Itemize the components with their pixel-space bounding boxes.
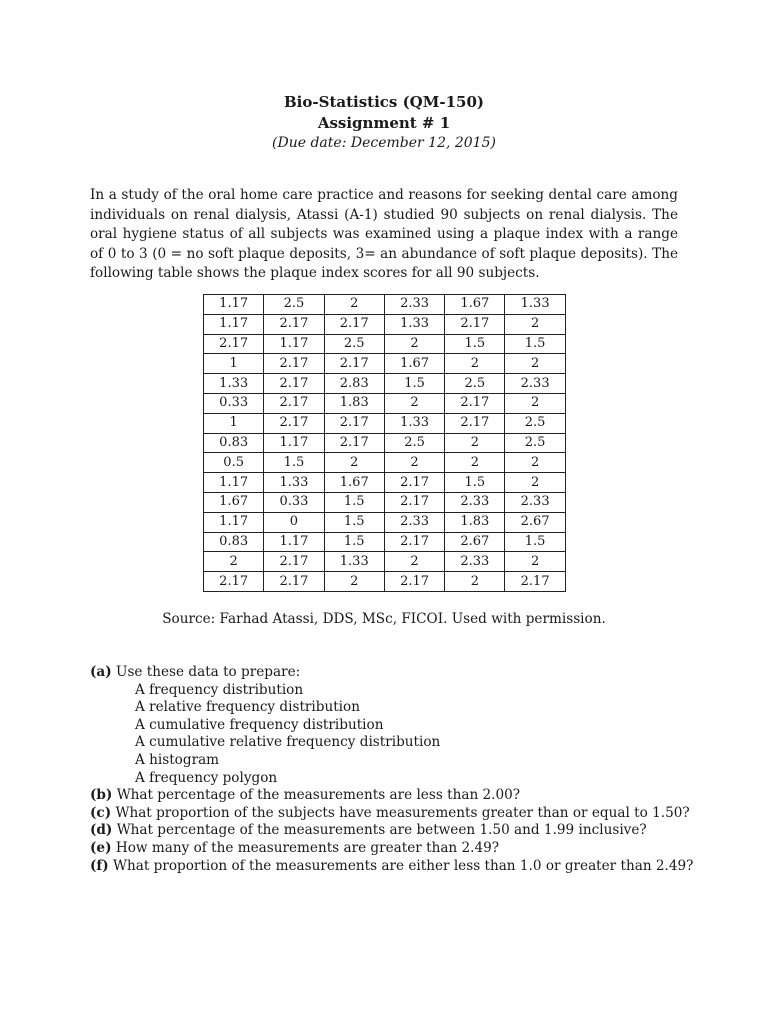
table-cell: 2.5	[384, 433, 444, 453]
question-a-item: A histogram	[135, 751, 220, 768]
table-cell: 2	[324, 572, 384, 592]
table-cell: 2.5	[264, 295, 324, 315]
table-cell: 2	[445, 354, 505, 374]
table-cell: 1.33	[204, 374, 264, 394]
table-cell: 1.33	[505, 295, 565, 315]
question-a-item: A frequency distribution	[135, 681, 304, 698]
table-row	[204, 314, 566, 334]
source-note: Source: Farhad Atassi, DDS, MSc, FICOI. Used with permission.	[162, 611, 606, 627]
table-cell: 2.17	[264, 552, 324, 572]
table-cell: 2	[324, 295, 384, 315]
table-cell: 2.17	[264, 413, 324, 433]
table-cell: 2	[384, 453, 444, 473]
table-cell: 0.5	[204, 453, 264, 473]
table-row	[204, 354, 566, 374]
table-cell: 2.17	[264, 393, 324, 413]
question-d-label: (d)	[90, 822, 113, 839]
question-c	[90, 805, 730, 823]
table-cell: 2.17	[384, 572, 444, 592]
table-row	[204, 413, 566, 433]
question-b-label: (b)	[90, 787, 113, 804]
table-cell: 2.33	[384, 295, 444, 315]
table-row	[204, 393, 566, 413]
table-cell: 2	[445, 572, 505, 592]
table-row	[204, 295, 566, 315]
table-cell: 1.33	[324, 552, 384, 572]
document-header	[0, 92, 768, 153]
table-cell: 2.17	[384, 473, 444, 493]
question-a-item: A frequency polygon	[135, 769, 278, 786]
table-row	[204, 334, 566, 354]
question-c-label: (c)	[90, 804, 112, 821]
question-e-label: (e)	[90, 839, 112, 856]
table-cell: 1.17	[204, 473, 264, 493]
table-cell: 2	[204, 552, 264, 572]
table-cell: 2	[324, 453, 384, 473]
table-cell: 1.5	[264, 453, 324, 473]
table-cell: 2.5	[324, 334, 384, 354]
table-cell: 1.5	[324, 492, 384, 512]
table-cell: 1.17	[204, 295, 264, 315]
question-b-text: What percentage of the measurements are less than 2.00?	[112, 787, 521, 804]
question-b	[90, 787, 730, 805]
table-cell: 1.5	[505, 532, 565, 552]
table-cell: 2.33	[445, 552, 505, 572]
question-a-item: A relative frequency distribution	[135, 699, 360, 716]
table-cell: 2.17	[204, 572, 264, 592]
table-cell: 1.67	[384, 354, 444, 374]
table-cell: 2.17	[264, 354, 324, 374]
table-cell: 2	[384, 393, 444, 413]
table-row	[204, 473, 566, 493]
table-cell: 1.17	[264, 532, 324, 552]
table-cell: 1.5	[324, 532, 384, 552]
table-cell: 2	[505, 453, 565, 473]
table-cell: 1.83	[324, 393, 384, 413]
table-cell: 2.17	[204, 334, 264, 354]
table-cell: 1.17	[264, 334, 324, 354]
table-cell: 2.5	[505, 433, 565, 453]
table-row	[204, 492, 566, 512]
table-cell: 2	[384, 334, 444, 354]
table-cell: 1.67	[324, 473, 384, 493]
question-f-text: What proportion of the measurements are either less than 1.0 or greater than 2.49?	[108, 857, 694, 874]
due-date: (Due date: December 12, 2015)	[272, 135, 496, 151]
table-cell: 1.17	[204, 512, 264, 532]
table-cell: 2.17	[324, 413, 384, 433]
table-cell: 2.17	[445, 413, 505, 433]
table-row	[204, 512, 566, 532]
table-cell: 2.83	[324, 374, 384, 394]
table-cell: 1.5	[445, 334, 505, 354]
table-cell: 2	[505, 314, 565, 334]
table-cell: 2.5	[505, 413, 565, 433]
table-cell: 1.17	[264, 433, 324, 453]
table-cell: 1.5	[445, 473, 505, 493]
question-a-text: Use these data to prepare:	[111, 664, 301, 680]
question-a-label: (a)	[90, 664, 112, 680]
table-row	[204, 552, 566, 572]
question-c-text: What proportion of the subjects have measurements greater than or equal to 1.50?	[111, 804, 690, 821]
table-cell: 2.17	[505, 572, 565, 592]
table-cell: 2.17	[445, 393, 505, 413]
question-e	[90, 840, 730, 858]
table-row	[204, 453, 566, 473]
assignment-title: Assignment # 1	[317, 114, 451, 132]
question-a-item: A cumulative frequency distribution	[135, 716, 384, 733]
question-a-item: A cumulative relative frequency distribution	[135, 734, 441, 751]
table-cell: 2	[505, 393, 565, 413]
table-cell: 1.5	[505, 334, 565, 354]
table-cell: 2	[505, 354, 565, 374]
table-cell: 2.17	[324, 314, 384, 334]
plaque-index-table	[203, 294, 566, 592]
table-cell: 2	[445, 453, 505, 473]
table-cell: 2.5	[445, 374, 505, 394]
table-cell: 2.17	[264, 314, 324, 334]
table-cell: 2	[445, 433, 505, 453]
table-row	[204, 572, 566, 592]
table-row	[204, 532, 566, 552]
question-e-text: How many of the measurements are greater than 2.49?	[111, 839, 500, 856]
table-row	[204, 374, 566, 394]
intro-paragraph: In a study of the oral home care practice and reasons for seeking dental care among individuals on renal dialysis, Atassi (A-1) studied 90 subjects on renal dialysis. The oral hygiene status of all subjects was examined using a plaque index with a range of 0 to 3 (0 = no soft plaque deposits, 3= an abundance of soft plaque deposits). The following table shows the plaque index scores for all 90 subjects.	[90, 187, 678, 281]
table-cell: 1.33	[384, 413, 444, 433]
table-cell: 2.17	[445, 314, 505, 334]
question-f-label: (f)	[90, 857, 109, 874]
table-cell: 2.67	[505, 512, 565, 532]
question-d-text: What percentage of the measurements are between 1.50 and 1.99 inclusive?	[112, 822, 647, 839]
course-title: Bio-Statistics (QM-150)	[284, 93, 484, 111]
table-cell: 1	[204, 413, 264, 433]
table-cell: 2.33	[384, 512, 444, 532]
table-cell: 1.83	[445, 512, 505, 532]
table-cell: 1.5	[384, 374, 444, 394]
table-cell: 1	[204, 354, 264, 374]
table-cell: 1.17	[204, 314, 264, 334]
table-row	[204, 433, 566, 453]
table-cell: 0.83	[204, 532, 264, 552]
table-cell: 1.67	[204, 492, 264, 512]
table-cell: 0.33	[204, 393, 264, 413]
table-cell: 2.17	[264, 374, 324, 394]
table-cell: 1.5	[324, 512, 384, 532]
table-cell: 1.33	[264, 473, 324, 493]
table-cell: 2.17	[384, 492, 444, 512]
table-cell: 2.67	[445, 532, 505, 552]
table-cell: 2.33	[505, 492, 565, 512]
table-cell: 1.67	[445, 295, 505, 315]
table-cell: 0.83	[204, 433, 264, 453]
table-cell: 1.33	[384, 314, 444, 334]
question-d	[90, 822, 730, 840]
table-cell: 2	[384, 552, 444, 572]
table-cell: 2	[505, 552, 565, 572]
table-cell: 2	[505, 473, 565, 493]
questions-list	[90, 664, 730, 875]
table-cell: 2.17	[264, 572, 324, 592]
question-f	[90, 858, 730, 876]
table-cell: 2.33	[505, 374, 565, 394]
question-a	[90, 664, 730, 682]
table-cell: 0	[264, 512, 324, 532]
table-cell: 2.17	[324, 433, 384, 453]
table-cell: 0.33	[264, 492, 324, 512]
table-cell: 2.17	[384, 532, 444, 552]
table-cell: 2.33	[445, 492, 505, 512]
table-cell: 2.17	[324, 354, 384, 374]
